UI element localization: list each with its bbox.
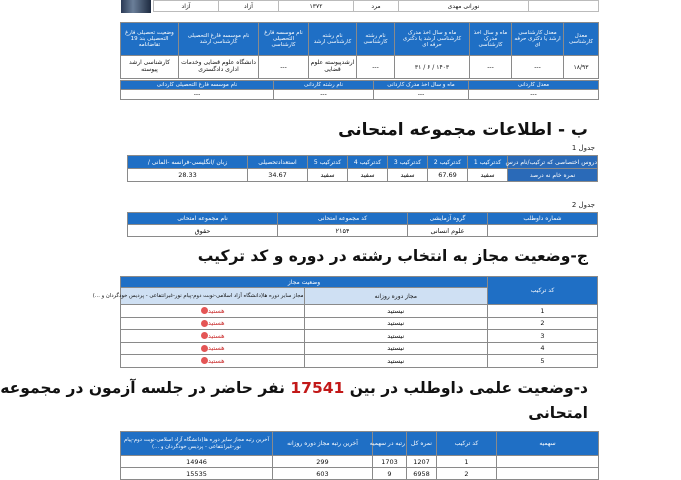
combo-other-cell [121, 355, 305, 368]
section-d-title-start: د-وضعیت علمی داوطلب در بین [349, 379, 588, 397]
exam1-cell: سفید [308, 169, 348, 182]
edu-header: وضعیت تحصیلی فارغ التحصیلی بند 19 تقاضانامه [121, 23, 179, 56]
rank-daily: 603 [273, 468, 373, 480]
edu-header: ماه و سال اخذ مدرک کارشناسی [470, 23, 512, 56]
rank-header: نمره کل [407, 432, 437, 456]
combo-code: 1 [488, 305, 598, 318]
exam1-header: کدترکیب 2 [428, 156, 468, 169]
edu2-cell: --- [121, 90, 274, 100]
associate-degree-table [120, 80, 599, 100]
edu-cell: ۱۸/۹۳ [564, 56, 599, 79]
combo-other: هستید [207, 319, 225, 328]
candidate-info-strip [153, 0, 599, 12]
combo-other: هستید [207, 331, 225, 340]
combo-other: هستید [207, 306, 225, 315]
exam1-cell: 34.67 [248, 169, 308, 182]
participant-count: 17541 [290, 379, 345, 397]
combo-row [121, 317, 598, 330]
section-b-title: ب - اطلاعات مجموعه امتحانی [338, 120, 588, 140]
exam1-header: کدترکیب 4 [348, 156, 388, 169]
exam1-cell: سفید [468, 169, 508, 182]
edu-cell: --- [259, 56, 309, 79]
exam1-header: کدترکیب 3 [388, 156, 428, 169]
exam1-cell: 28.33 [128, 169, 248, 182]
combo-daily: نیستید [304, 342, 488, 355]
combo-code: 5 [488, 355, 598, 368]
rank-daily: 299 [273, 456, 373, 468]
rank-quota [497, 468, 599, 480]
edu-cell: کارشناسی ارشد پیوسته [121, 56, 179, 79]
check-circle-icon [201, 307, 208, 314]
combo-header-code: کد ترکیب [488, 277, 598, 305]
combo-other-cell [121, 330, 305, 343]
rank-table [120, 431, 599, 480]
combo-header-daily: مجاز دوره روزانه [304, 288, 488, 305]
rank-score: 1207 [407, 456, 437, 468]
candidate-status-b: آزاد [154, 1, 219, 12]
exam1-header: کدترکیب 5 [308, 156, 348, 169]
candidate-name: نورانی مهدی [399, 1, 529, 12]
combo-code: 2 [488, 317, 598, 330]
edu-header: نام موسسه فارغ التحصیلی کارشناسی ارشد [179, 23, 259, 56]
edu-cell: ۱۴۰۳ / ۶ / ۳۱ [395, 56, 470, 79]
edu-header: نام رشته کارشناسی [357, 23, 395, 56]
edu2-cell: --- [469, 90, 599, 100]
combo-other-cell [121, 317, 305, 330]
candidate-photo [121, 0, 151, 13]
candidate-status-a: آزاد [219, 1, 279, 12]
rank-header: آخرین رتبه مجاز دوره روزانه [273, 432, 373, 456]
combo-row [121, 330, 598, 343]
exam2-header: گروه آزمایشی [408, 213, 488, 225]
table2-caption: جدول 2 [571, 201, 595, 209]
edu2-cell: --- [374, 90, 469, 100]
exam1-cell: سفید [388, 169, 428, 182]
exam2-cell [488, 225, 598, 237]
exam2-cell: ۲۱۵۴ [278, 225, 408, 237]
exam2-header: شماره داوطلب [488, 213, 598, 225]
combo-daily: نیستید [304, 355, 488, 368]
edu-header: نام موسسه فارغ التحصیلی کارشناسی [259, 23, 309, 56]
combo-code: 3 [488, 330, 598, 343]
exam1-cell: 67.69 [428, 169, 468, 182]
exam1-row-label: نمره خام نه درصد [508, 169, 598, 182]
edu-cell: --- [512, 56, 564, 79]
rank-header: کد ترکیب [437, 432, 497, 456]
edu-header: معدل کارشناسی [564, 23, 599, 56]
rank-quota [497, 456, 599, 468]
section-d-title-end: نفر حاضر در جلسه آزمون در مجموعه [0, 379, 285, 397]
section-j-title: ج-وضعیت مجاز به انتخاب رشته در دوره و کد ترکیب [197, 247, 588, 265]
rank-in-quota: 9 [373, 468, 407, 480]
combo-daily: نیستید [304, 317, 488, 330]
combo-row [121, 355, 598, 368]
exam2-cell: حقوق [128, 225, 278, 237]
combo-header-group: وضعیت مجاز [121, 277, 488, 288]
rank-in-quota: 1703 [373, 456, 407, 468]
edu2-header: نام رشته کاردانی [274, 81, 374, 90]
exam1-header: کدترکیب 1 [468, 156, 508, 169]
edu-header: ماه و سال اخذ مدرک کارشناسی ارشد یا دکتری حرفه ای [395, 23, 470, 56]
rank-row [121, 468, 599, 480]
rank-other: 15535 [121, 468, 273, 480]
edu-cell: --- [357, 56, 395, 79]
exam-scores-table [127, 155, 598, 182]
exam1-header: زبان /انگلیسی-فرانسه -المانی / [128, 156, 248, 169]
rank-code: 2 [437, 468, 497, 480]
check-circle-icon [201, 345, 208, 352]
rank-header: سهمیه [497, 432, 599, 456]
exam2-cell: علوم انسانی [408, 225, 488, 237]
combo-row [121, 342, 598, 355]
education-table [120, 22, 599, 79]
combo-row [121, 305, 598, 318]
exam1-header: استعدادتحصیلی [248, 156, 308, 169]
edu2-header: نام موسسه فارغ التحصیلی کاردانی [121, 81, 274, 90]
exam2-header: کد مجموعه امتحانی [278, 213, 408, 225]
combo-daily: نیستید [304, 330, 488, 343]
combo-other-cell [121, 342, 305, 355]
exam1-header: دروس اختصاصی که ترکیب/نام درس [508, 156, 598, 169]
combo-code: 4 [488, 342, 598, 355]
edu-cell: ارشدپیوسته علوم قضایی [309, 56, 357, 79]
edu-header: معدل کارشناسی ارشد یا دکتری حرفه ای [512, 23, 564, 56]
edu-cell: --- [470, 56, 512, 79]
combo-other-cell [121, 305, 305, 318]
section-d-title [0, 379, 588, 397]
check-circle-icon [201, 332, 208, 339]
candidate-gender: مرد [354, 1, 399, 12]
edu-cell: دانشگاه علوم قضایی وخدمات اداری دادگستری [179, 56, 259, 79]
combo-header-other: مجاز سایر دوره ها(دانشگاه آزاد اسلامی-نوبت دوم-پیام نور-غیرانتفاعی - پردیس خودگردان و ...) [121, 288, 305, 305]
edu2-header: معدل کاردانی [469, 81, 599, 90]
eligibility-table [92, 276, 598, 368]
rank-header: رتبه در سهمیه [373, 432, 407, 456]
rank-header: آخرین رتبه مجاز سایر دوره ها(دانشگاه آزاد اسلامی-نوبت دوم-پیام نور-غیرانتفاعی - پردیس خودگردان و ...) [121, 432, 273, 456]
rank-score: 6958 [407, 468, 437, 480]
table1-caption: جدول 1 [571, 144, 595, 152]
rank-code: 1 [437, 456, 497, 468]
exam2-header: نام مجموعه امتحانی [128, 213, 278, 225]
section-d-title-line2: امتحانی [528, 404, 588, 422]
edu2-cell: --- [274, 90, 374, 100]
exam1-cell: سفید [348, 169, 388, 182]
edu-header: نام رشته کارشناسی ارشد [309, 23, 357, 56]
rank-other: 14946 [121, 456, 273, 468]
check-circle-icon [201, 320, 208, 327]
combo-other: هستید [207, 356, 225, 365]
candidate-birth-year: ۱۳۷۲ [279, 1, 354, 12]
check-circle-icon [201, 357, 208, 364]
rank-row [121, 456, 599, 468]
exam-group-table [127, 212, 598, 237]
combo-other: هستید [207, 344, 225, 353]
combo-daily: نیستید [304, 305, 488, 318]
edu2-header: ماه و سال اخذ مدرک کاردانی [374, 81, 469, 90]
